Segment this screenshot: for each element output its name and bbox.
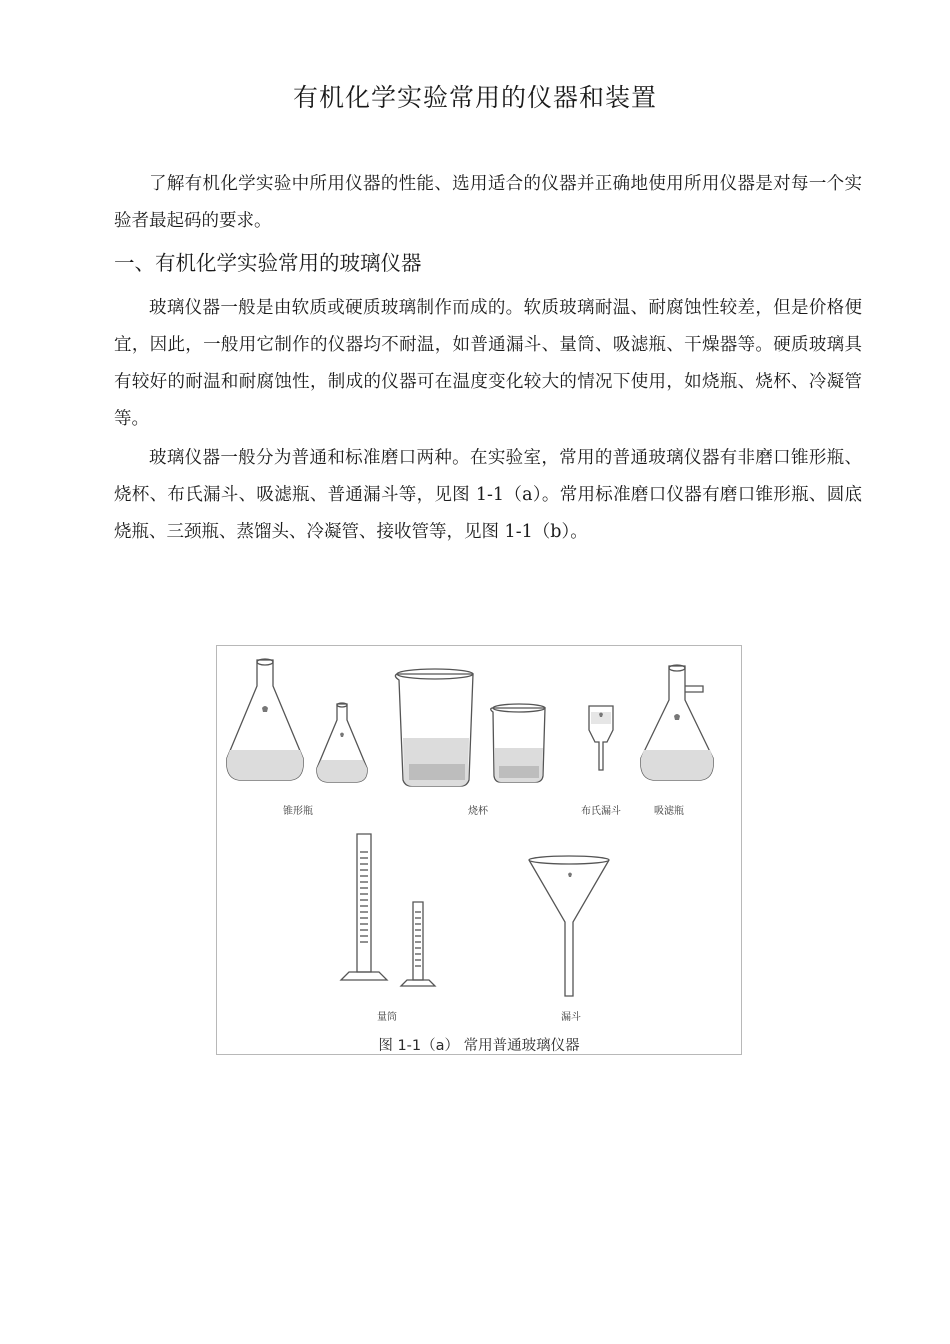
label-buchner-funnel: 布氏漏斗	[581, 806, 621, 817]
suction-flask-icon	[641, 665, 714, 780]
figure-glassware	[216, 645, 742, 1055]
beaker-large-icon	[395, 669, 473, 786]
erlenmeyer-flask-small-icon	[317, 703, 367, 782]
paragraph-glass-types: 玻璃仪器一般是由软质或硬质玻璃制作而成的。软质玻璃耐温、耐腐蚀性较差，但是价格便宜，因此，一般用它制作的仪器均不耐温，如普通漏斗、量筒、吸滤瓶、干燥器等。硬质玻璃具有较好的耐温和耐腐蚀性，制成的仪器可在温度变化较大的情况下使用，如烧瓶、烧杯、冷凝管等。	[114, 298, 862, 429]
label-beaker: 烧杯	[468, 806, 488, 817]
figure-caption: 图 1-1（a） 常用普通玻璃仪器	[378, 1038, 580, 1054]
beaker-small-icon	[491, 704, 545, 782]
page-title: 有机化学实验常用的仪器和装置	[292, 83, 657, 112]
section-heading: 一、有机化学实验常用的玻璃仪器	[114, 251, 422, 275]
buchner-funnel-icon	[589, 706, 613, 770]
label-suction-flask: 吸滤瓶	[654, 806, 684, 817]
erlenmeyer-flask-large-icon	[227, 659, 304, 780]
funnel-icon	[529, 856, 609, 996]
label-funnel: 漏斗	[561, 1012, 581, 1023]
label-erlenmeyer-flask: 锥形瓶	[283, 806, 313, 817]
graduated-cylinder-large-icon	[341, 834, 387, 980]
glassware-illustration	[217, 646, 741, 1054]
graduated-cylinder-small-icon	[401, 902, 435, 986]
intro-paragraph: 了解有机化学实验中所用仪器的性能、选用适合的仪器并正确地使用所用仪器是对每一个实验者最起码的要求。	[114, 174, 862, 231]
label-graduated-cylinder: 量筒	[377, 1012, 397, 1023]
paragraph-glassware-kinds: 玻璃仪器一般分为普通和标准磨口两种。在实验室，常用的普通玻璃仪器有非磨口锥形瓶、烧杯、布氏漏斗、吸滤瓶、普通漏斗等，见图 1-1（a）。常用标准磨口仪器有磨口锥形瓶、圆底烧瓶、三颈瓶、蒸馏头、冷凝管、接收管等，见图 1-1（b）。	[114, 448, 862, 542]
